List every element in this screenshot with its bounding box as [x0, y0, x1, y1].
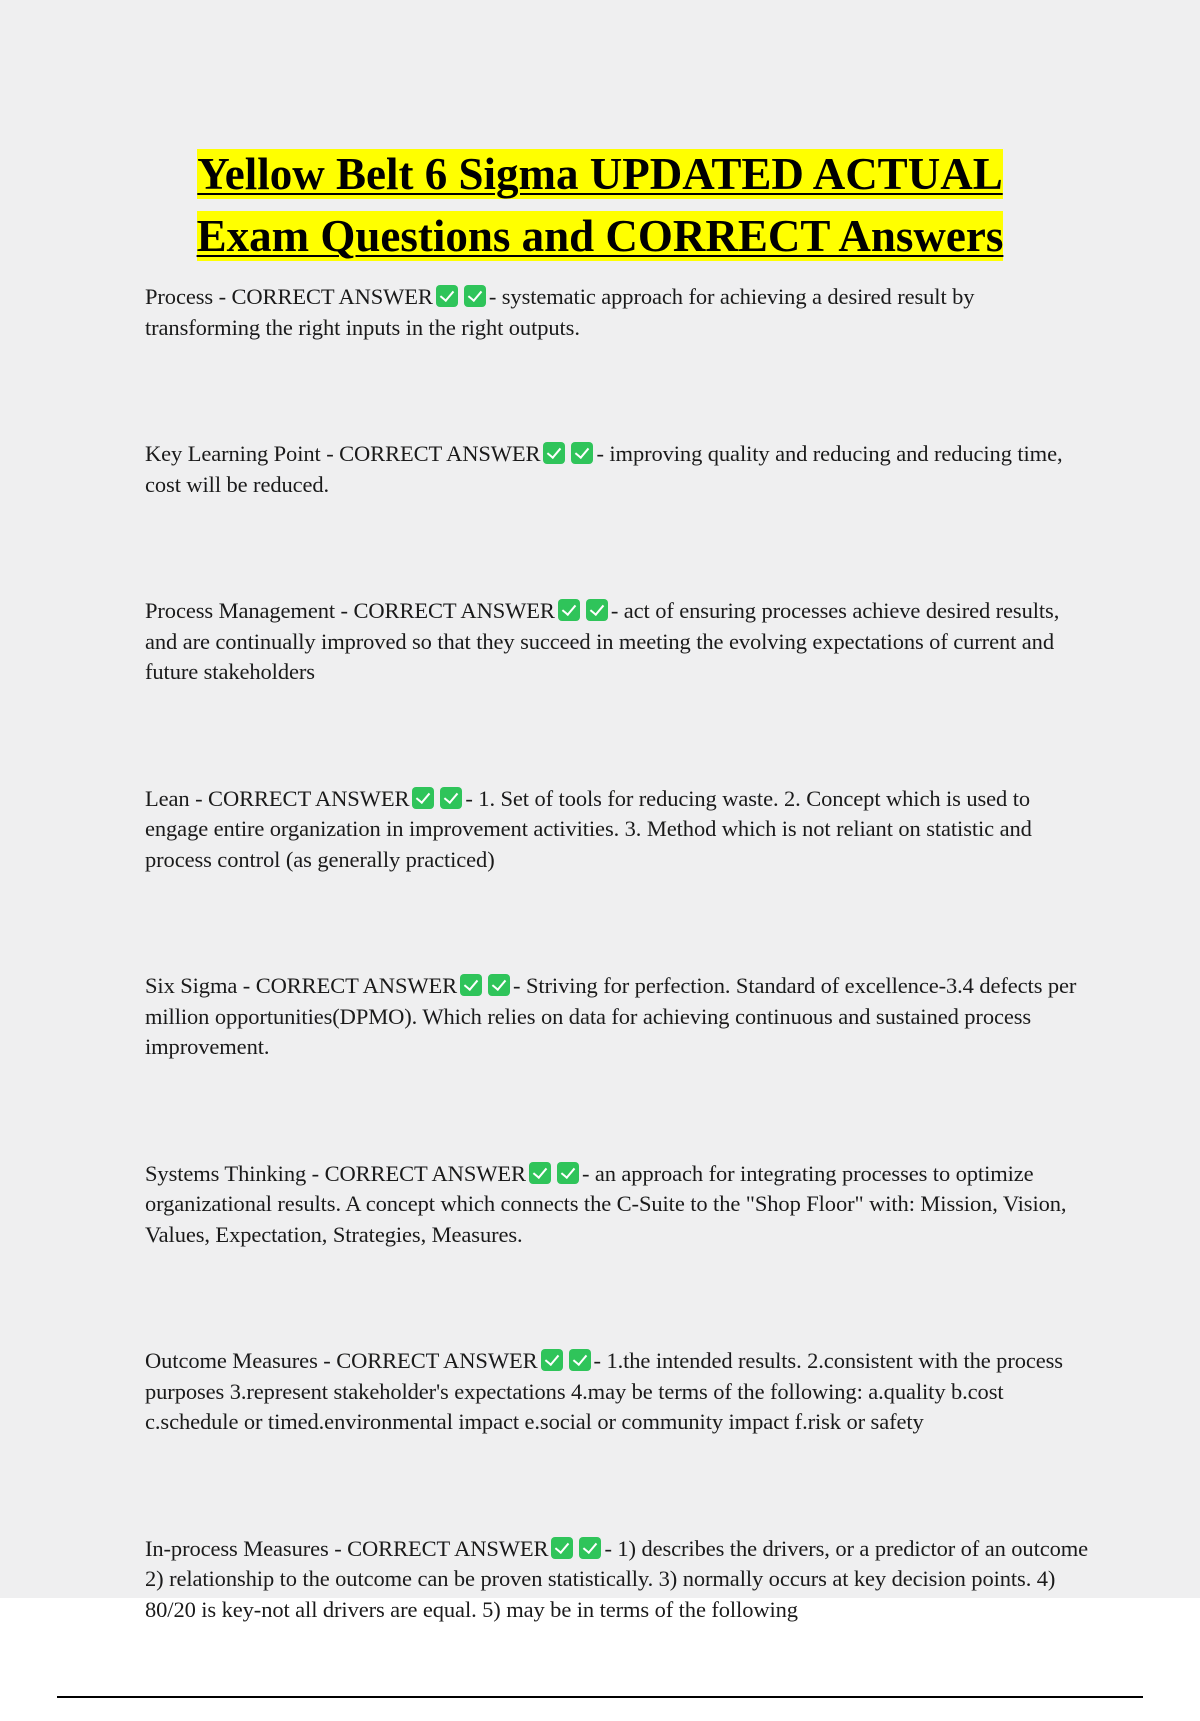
check-box-icon: [543, 442, 565, 464]
check-box-icon: [460, 974, 482, 996]
entry-definition: 1.the intended results. 2.consistent with the process purposes 3.represent stakeholder's expectations 4.may be terms of the following: a.quality b.cost c.schedule or timed.environmental impact e.social or community impact f.risk or safety: [145, 1348, 1063, 1434]
entry-definition: Striving for perfection. Standard of excellence-3.4 defects per million opportunities(DPMO). Which relies on data for achieving continuous and sustained process improvement.: [145, 973, 1077, 1059]
correct-answer-label: CORRECT ANSWER: [347, 1535, 549, 1561]
entry-definition: act of ensuring processes achieve desired results, and are continually improved so that they succeed in meeting the evolving expectations of current and future stakeholders: [145, 598, 1060, 684]
check-box-icon: [586, 599, 608, 621]
qa-entry: Six Sigma - CORRECT ANSWER - Striving for perfection. Standard of excellence-3.4 defects per million opportunities(DPMO). Which relies on data for achieving continuous and sustained process improvement.: [145, 973, 1077, 1059]
check-box-icon: [436, 285, 458, 307]
qa-entry: In-process Measures - CORRECT ANSWER - 1) describes the drivers, or a predictor of an outcome 2) relationship to the outcome can be proven statistically. 3) normally occurs at key decision points. 4) 80/20 is key-not all drivers are equal. 5) may be in terms of the following: [145, 1535, 1089, 1622]
correct-answer-label: CORRECT ANSWER: [231, 284, 433, 309]
entry-term: Systems Thinking: [145, 1160, 307, 1186]
document-title: [0, 143, 1200, 267]
qa-entry: Systems Thinking - CORRECT ANSWER - an approach for integrating processes to optimize organizational results. A concept which connects the C-Suite to the "Shop Floor" with: Mission, Vision, Values, Expectation, Strategies, Measures.: [145, 1160, 1067, 1247]
correct-answer-label: CORRECT ANSWER: [255, 973, 458, 998]
entry-term: Six Sigma: [145, 973, 238, 998]
qa-entry: Process Management - CORRECT ANSWER - act of ensuring processes achieve desired results, and are continually improved so that they succeed in meeting the evolving expectations of current and future stakeholders: [145, 598, 1060, 684]
correct-answer-label: CORRECT ANSWER: [208, 785, 410, 811]
correct-answer-label: CORRECT ANSWER: [353, 598, 555, 623]
check-box-icon: [571, 442, 593, 464]
check-box-icon: [464, 285, 486, 307]
check-box-icon: [440, 787, 462, 809]
entry-term: Outcome Measures: [145, 1348, 318, 1373]
check-box-icon: [412, 787, 434, 809]
footer-divider: [57, 1696, 1143, 1698]
entry-term: In-process Measures: [145, 1535, 329, 1561]
check-box-icon: [558, 599, 580, 621]
check-box-icon: [579, 1537, 601, 1559]
check-box-icon: [551, 1537, 573, 1559]
check-box-icon: [569, 1349, 591, 1371]
entry-term: Key Learning Point: [145, 441, 321, 466]
entry-definition: 1) describes the drivers, or a predictor of an outcome 2) relationship to the outcome can be proven statistically. 3) normally occurs at key decision points. 4) 80/20 is key-not all drivers are equal. 5) may be in terms of the following: [145, 1535, 1089, 1622]
check-box-icon: [557, 1162, 579, 1184]
entry-term: Process Management: [145, 598, 336, 623]
title-line-2: Exam Questions and CORRECT Answers: [196, 211, 1004, 261]
check-box-icon: [529, 1162, 551, 1184]
entry-definition: improving quality and reducing and reducing time, cost will be reduced.: [145, 441, 1063, 497]
qa-entry: Lean - CORRECT ANSWER - 1. Set of tools for reducing waste. 2. Concept which is used to engage entire organization in improvement activities. 3. Method which is not reliant on statistic and process control (as generally practiced): [145, 785, 1032, 872]
qa-entry: Process - CORRECT ANSWER - systematic approach for achieving a desired result by transforming the right inputs in the right outputs.: [145, 284, 975, 340]
check-box-icon: [488, 974, 510, 996]
check-box-icon: [541, 1349, 563, 1371]
qa-entry: Key Learning Point - CORRECT ANSWER - improving quality and reducing and reducing time, cost will be reduced.: [145, 441, 1063, 497]
correct-answer-label: CORRECT ANSWER: [336, 1348, 538, 1373]
correct-answer-label: CORRECT ANSWER: [324, 1160, 526, 1186]
entry-definition: an approach for integrating processes to optimize organizational results. A concept which connects the C-Suite to the "Shop Floor" with: Mission, Vision, Values, Expectation, Strategies, Measures.: [145, 1160, 1067, 1247]
correct-answer-label: CORRECT ANSWER: [339, 441, 541, 466]
title-line-1: Yellow Belt 6 Sigma UPDATED ACTUAL: [197, 149, 1003, 199]
entry-term: Process: [145, 284, 214, 309]
entry-definition: 1. Set of tools for reducing waste. 2. Concept which is used to engage entire organization in improvement activities. 3. Method which is not reliant on statistic and process control (as generally practiced): [145, 785, 1032, 872]
entry-term: Lean: [145, 785, 190, 811]
qa-entry: Outcome Measures - CORRECT ANSWER - 1.the intended results. 2.consistent with the process purposes 3.represent stakeholder's expectations 4.may be terms of the following: a.quality b.cost c.schedule or timed.environmental impact e.social or community impact f.risk or safety: [145, 1348, 1063, 1434]
entry-definition: systematic approach for achieving a desired result by transforming the right inputs in the right outputs.: [145, 284, 975, 340]
qa-entries-list: [145, 282, 1089, 1721]
